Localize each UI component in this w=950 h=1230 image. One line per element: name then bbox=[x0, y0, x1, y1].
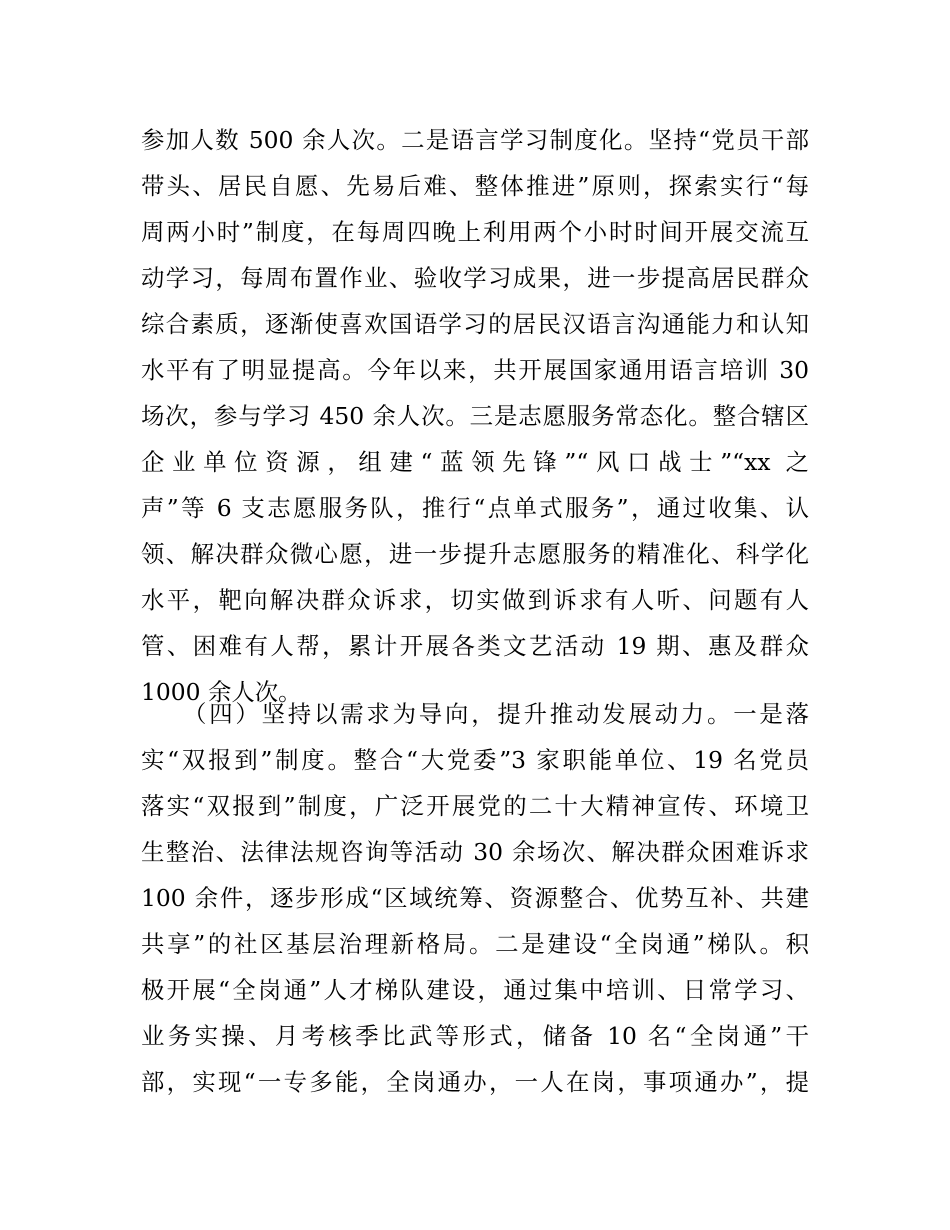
text-line: 100 余件，逐步形成“区域统筹、资源整合、优势互补、共建 bbox=[141, 884, 809, 912]
paragraph-section-four bbox=[141, 691, 809, 1105]
text-line: 生整治、法律法规咨询等活动 30 余场次、解决群众困难诉求 bbox=[141, 838, 809, 866]
paragraph-language-volunteer bbox=[141, 117, 809, 715]
text-line: 参加人数 500 余人次。二是语言学习制度化。坚持“党员干部 bbox=[141, 126, 809, 154]
text-line: 水平有了明显提高。今年以来，共开展国家通用语言培训 30 bbox=[141, 356, 809, 384]
text-line: 声”等 6 支志愿服务队，推行“点单式服务”，通过收集、认 bbox=[141, 494, 809, 522]
text-line: 场次，参与学习 450 余人次。三是志愿服务常态化。整合辖区 bbox=[141, 402, 809, 430]
text-line: 综合素质，逐渐使喜欢国语学习的居民汉语言沟通能力和认知 bbox=[141, 310, 809, 338]
text-line: 业务实操、月考核季比武等形式，储备 10 名“全岗通”干 bbox=[141, 1022, 809, 1050]
text-line: 水平，靶向解决群众诉求，切实做到诉求有人听、问题有人 bbox=[141, 586, 809, 614]
text-line: 周两小时”制度，在每周四晚上利用两个小时时间开展交流互 bbox=[141, 218, 809, 246]
text-line-indented: （四）坚持以需求为导向，提升推动发展动力。一是落 bbox=[183, 700, 809, 728]
text-line: 实“双报到”制度。整合“大党委”3 家职能单位、19 名党员 bbox=[141, 746, 809, 774]
text-line: 领、解决群众微心愿，进一步提升志愿服务的精准化、科学化 bbox=[141, 540, 809, 568]
text-line: 管、困难有人帮，累计开展各类文艺活动 19 期、惠及群众 bbox=[141, 632, 809, 660]
text-line: 部，实现“一专多能，全岗通办，一人在岗，事项通办”，提 bbox=[141, 1068, 809, 1096]
text-line: 企业单位资源，组建“蓝领先锋”“风口战士”“xx 之 bbox=[141, 448, 809, 476]
text-line: 落实“双报到”制度，广泛开展党的二十大精神宣传、环境卫 bbox=[141, 792, 809, 820]
text-line: 动学习，每周布置作业、验收学习成果，进一步提高居民群众 bbox=[141, 264, 809, 292]
text-line: 1000 余人次。 bbox=[141, 678, 302, 706]
text-line: 共享”的社区基层治理新格局。二是建设“全岗通”梯队。积 bbox=[141, 930, 809, 958]
text-line: 极开展“全岗通”人才梯队建设，通过集中培训、日常学习、 bbox=[141, 976, 809, 1004]
text-line: 带头、居民自愿、先易后难、整体推进”原则，探索实行“每 bbox=[141, 172, 809, 200]
